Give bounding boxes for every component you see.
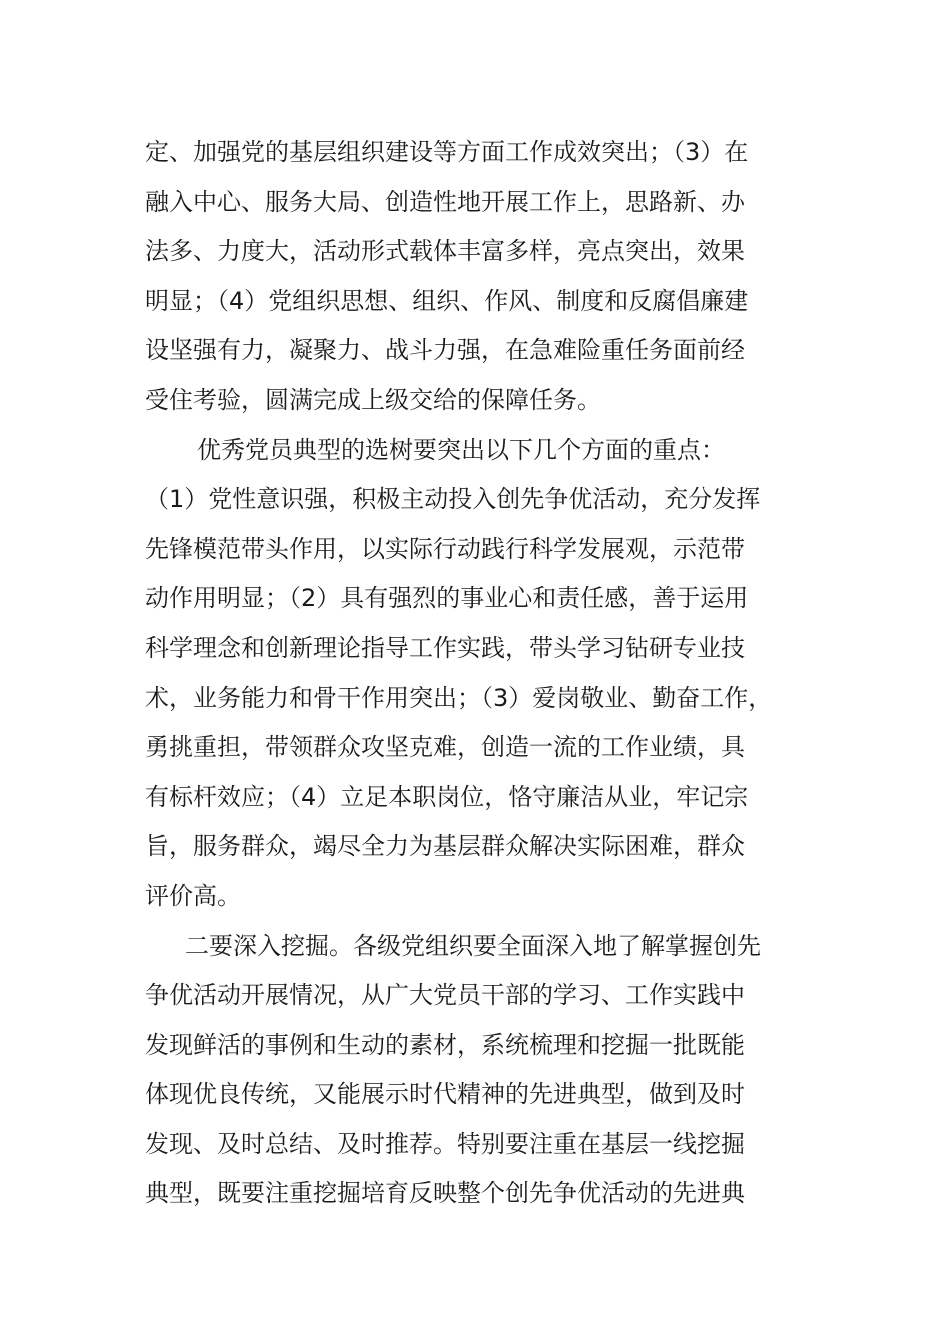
text-line: 体现优良传统，又能展示时代精神的先进典型，做到及时: [145, 1080, 745, 1109]
text-line: 典型，既要注重挖掘培育反映整个创先争优活动的先进典: [145, 1179, 745, 1208]
paragraph-1: [145, 128, 825, 426]
text-line: 争优活动开展情况，从广大党员干部的学习、工作实践中: [145, 981, 745, 1010]
paragraph-2: [145, 426, 825, 922]
text-line: 科学理念和创新理论指导工作实践，带头学习钻研专业技: [145, 633, 745, 662]
text-line: 旨，服务群众，竭尽全力为基层群众解决实际困难，群众: [145, 832, 745, 861]
text-line: 明显；（4）党组织思想、组织、作风、制度和反腐倡廉建: [145, 286, 749, 315]
text-line: 先锋模范带头作用，以实际行动践行科学发展观，示范带: [145, 534, 745, 563]
text-line: （1）党性意识强，积极主动投入创先争优活动，充分发挥: [145, 485, 761, 514]
text-line: 受住考验，圆满完成上级交给的保障任务。: [145, 385, 601, 414]
text-line: 术，业务能力和骨干作用突出；（3）爱岗敬业、勤奋工作，: [145, 683, 773, 712]
text-line: 动作用明显；（2）具有强烈的事业心和责任感，善于运用: [145, 584, 749, 613]
text-line: 二要深入挖掘。各级党组织要全面深入地了解掌握创先: [185, 931, 761, 960]
text-line: 发现鲜活的事例和生动的素材，系统梳理和挖掘一批既能: [145, 1030, 745, 1059]
text-line: 优秀党员典型的选树要突出以下几个方面的重点：: [197, 435, 725, 464]
paragraph-3: [145, 922, 825, 1220]
text-line: 有标杆效应；（4）立足本职岗位，恪守廉洁从业，牢记宗: [145, 782, 749, 811]
text-line: 设坚强有力，凝聚力、战斗力强，在急难险重任务面前经: [145, 336, 745, 365]
text-line: 融入中心、服务大局、创造性地开展工作上，思路新、办: [145, 187, 745, 216]
body-text: [145, 128, 825, 1219]
text-line: 评价高。: [145, 881, 241, 910]
text-line: 发现、及时总结、及时推荐。特别要注重在基层一线挖掘: [145, 1129, 745, 1158]
text-line: 法多、力度大，活动形式载体丰富多样，亮点突出，效果: [145, 237, 745, 266]
text-line: 勇挑重担，带领群众攻坚克难，创造一流的工作业绩，具: [145, 733, 745, 762]
text-line: 定、加强党的基层组织建设等方面工作成效突出；（3）在: [145, 138, 749, 166]
